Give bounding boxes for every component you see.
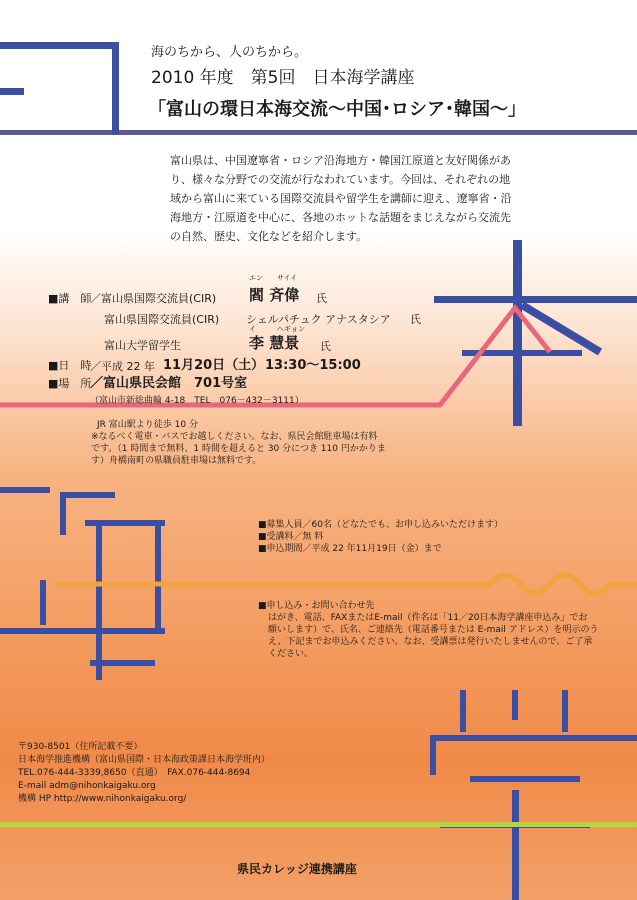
contact-website: 機構 HP http://www.nihonkaigaku.org/ bbox=[18, 794, 187, 804]
datetime-label: ■日 時 bbox=[48, 359, 92, 372]
glyph-hi-top-stroke bbox=[0, 42, 118, 49]
glyph-umi-stroke-3 bbox=[60, 492, 115, 498]
top-purple-bar bbox=[0, 130, 637, 135]
access-line: す）舟橋南町の県職員駐車場は無料です。 bbox=[91, 456, 262, 466]
glyph-gaku-stroke-7 bbox=[512, 790, 519, 900]
tagline: 海のちから、人のちから。 bbox=[151, 45, 308, 60]
application-info bbox=[258, 600, 599, 660]
lecturer-3-ruby: イ ヘギョン bbox=[249, 325, 305, 333]
glyph-umi-stroke-2 bbox=[60, 495, 66, 535]
application-line: はがき、電話、FAXまたはE-mail（件名は「11／20日本海学講座申込み」でお bbox=[268, 613, 588, 623]
intro-line: 海地方・江原道を中心に、各地のホットな話題をまじえながら交流先 bbox=[170, 211, 511, 224]
contact-postal: 〒930-8501（住所記載不要） bbox=[18, 742, 143, 752]
intro-paragraph bbox=[170, 151, 590, 246]
lecturer-1-suffix: 氏 bbox=[316, 292, 327, 305]
footer-label: 県民カレッジ連携講座 bbox=[237, 862, 357, 876]
lecturer-3-affiliation: 富山大学留学生 bbox=[104, 339, 181, 352]
detail-line: ■受講料／無 料 bbox=[258, 532, 324, 542]
glyph-gaku-stroke-5 bbox=[430, 735, 436, 775]
event-title: 2010 年度 第5回 日本海学講座 bbox=[151, 68, 415, 88]
contact-organization: 日本海学推進機構（富山県国際・日本海政策課日本海学班内） bbox=[18, 755, 271, 765]
intro-line: り、様々な分野での交流が行なわれています。今回は、それぞれの地 bbox=[170, 173, 511, 186]
glyph-umi-stroke-6 bbox=[155, 520, 161, 630]
detail-line: ■申込期間／平成 22 年11月19日（金）まで bbox=[258, 544, 442, 554]
glyph-gaku-stroke-2 bbox=[512, 690, 518, 720]
glyph-gaku-stroke-3 bbox=[562, 690, 568, 732]
glyph-hi-mid-stroke bbox=[0, 88, 24, 95]
glyph-hon-horizontal bbox=[434, 296, 637, 303]
lecturer-2-suffix: 氏 bbox=[410, 313, 421, 326]
lecturer-3-suffix: 氏 bbox=[320, 340, 331, 353]
glyph-hon-vertical bbox=[513, 240, 522, 426]
lecturer-1-affiliation: ／富山県国際交流員(CIR) bbox=[90, 292, 217, 305]
orange-wave-line bbox=[55, 575, 637, 593]
datetime-prefix: ／平成 22 年 bbox=[90, 360, 155, 373]
access-line: ※なるべく電車・バスでお越しください。なお、県民会館駐車場は有料 bbox=[91, 432, 378, 442]
lecturer-3-name: 李 慧景 bbox=[249, 334, 300, 352]
contact-email: E-mail adm@nihonkaigaku.org bbox=[18, 781, 156, 791]
glyph-umi-stroke-9 bbox=[40, 580, 46, 625]
detail-line: ■募集人員／60名（どなたでも、お申し込みいただけます） bbox=[258, 520, 503, 530]
access-note bbox=[91, 419, 451, 467]
lecturer-label: ■講 師 bbox=[48, 292, 92, 305]
venue-address: （富山市新総曲輪 4-18 TEL 076－432－3111） bbox=[90, 396, 304, 406]
glyph-umi-stroke-5 bbox=[96, 520, 102, 680]
application-heading: ■申し込み・お問い合わせ先 bbox=[258, 601, 375, 611]
contact-phone: TEL.076-444-3339,8650（直通） FAX.076-444-8694 bbox=[18, 768, 251, 778]
glyph-umi-stroke-1 bbox=[0, 487, 50, 493]
glyph-gaku-stroke-6 bbox=[470, 776, 580, 782]
application-line: え、下記までお申込みください。なお、受講票は発行いたしませんので、ご了承 bbox=[268, 637, 593, 647]
venue-label: ■場 所 bbox=[48, 377, 92, 390]
intro-line: の自然、歴史、文化などを紹介します。 bbox=[170, 230, 368, 243]
lecturer-1-name: 閻 斉偉 bbox=[249, 286, 300, 304]
lecturer-2-name: シェルパチュク アナスタシア bbox=[246, 313, 391, 326]
venue-name: ／富山県民会館 701号室 bbox=[90, 376, 248, 391]
lecturer-1-ruby: エン サイイ bbox=[249, 274, 298, 282]
event-time: 13:30～15:00 bbox=[265, 358, 361, 373]
contact-block bbox=[18, 741, 270, 806]
event-date: 11月20日（土） bbox=[163, 358, 265, 373]
enrollment-details bbox=[258, 519, 503, 555]
intro-line: 域から富山に来ている国際交流員や留学生を講師に迎え、遼寧省・沿 bbox=[170, 192, 512, 205]
green-bar bbox=[0, 822, 637, 827]
lecturer-2-affiliation: 富山県国際交流員(CIR) bbox=[104, 313, 220, 326]
glyph-hi-right-stroke bbox=[112, 42, 119, 134]
lecture-subtitle: 「富山の環日本海交流～中国･ロシア･韓国～」 bbox=[148, 99, 526, 120]
glyph-umi-stroke-7 bbox=[0, 628, 165, 634]
application-line: 願いします）で、氏名、ご連絡先（電話番号または E-mail アドレス）を明示のう bbox=[268, 625, 599, 635]
access-line: です。（1 時間まで無料、1 時間を超えると 30 分につき 110 円かかりま bbox=[91, 444, 386, 454]
glyph-umi-stroke-8 bbox=[90, 660, 155, 666]
access-line: JR 富山駅より徒歩 10 分 bbox=[97, 420, 198, 430]
glyph-gaku-stroke-1 bbox=[460, 690, 466, 732]
glyph-gaku-stroke-4 bbox=[430, 735, 637, 741]
application-line: ください。 bbox=[268, 649, 314, 659]
intro-line: 富山県は、中国遼寧省・ロシア沿海地方・韓国江原道と友好関係があ bbox=[170, 154, 511, 167]
